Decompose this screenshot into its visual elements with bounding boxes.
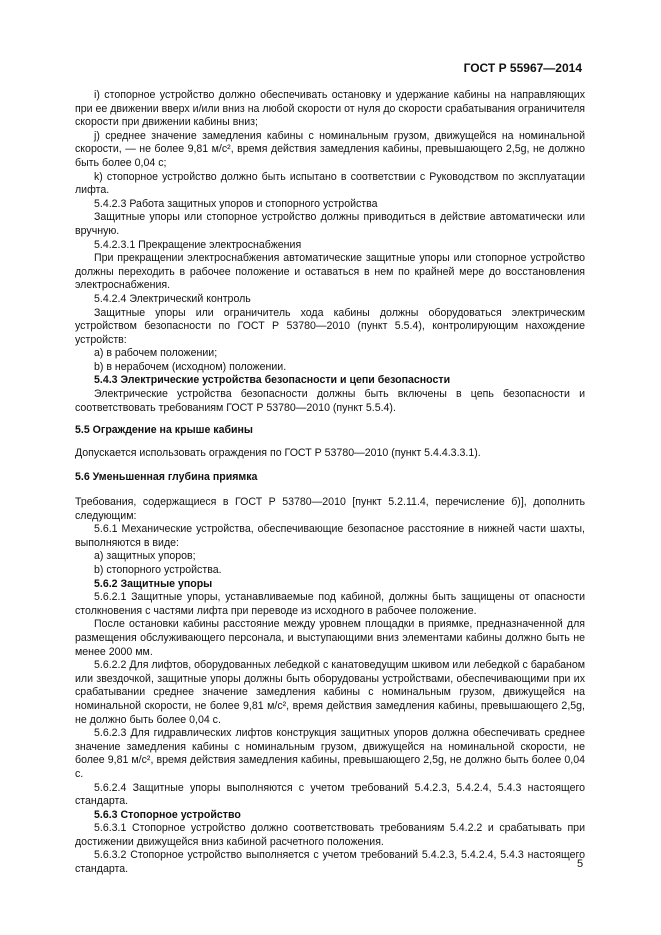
paragraph: 5.6.3.2 Стопорное устройство выполняется с учетом требований 5.4.2.3, 5.4.2.4, 5.4.3 настоящего стандарта.: [75, 849, 585, 876]
paragraph: 5.6.2.3 Для гидравлических лифтов конструкция защитных упоров должна обеспечивать среднее значение замедления кабины с номинальным грузом, движущейся на номинальной скорости, не более 9,81 м/с², время действия замедления кабины, превышающего 2,5g, не должно быть более 0,04 с.: [75, 727, 585, 780]
paragraph: Защитные упоры или стопорное устройство должны приводиться в действие автоматически или вручную.: [75, 211, 585, 237]
paragraph: 5.6.2.1 Защитные упоры, устанавливаемые под кабиной, должны быть защищены от опасности столкновения с частями лифта при переводе из исходного в рабочее положение.: [75, 591, 585, 617]
paragraph: 5.6.2.2 Для лифтов, оборудованных лебедкой с канатоведущим шкивом или лебедкой с барабаном или звездочкой, защитные упоры должны быть оборудованы устройствами, обеспечивающими при их срабатывании среднее значение замедления кабины с номинальным грузом, движущейся на номинальной скорости, не более 9,81 м/с², время действия замедления кабины, превышающего 2,5g, не должно быть более 0,04 с.: [75, 659, 585, 726]
section-heading: 5.6.3 Стопорное устройство: [94, 808, 241, 821]
paragraph: При прекращении электроснабжения автоматические защитные упоры или стопорное устройство должны переходить в рабочее положение и оставаться в нем по крайней мере до восстановления электроснабжения.: [75, 252, 585, 292]
paragraph: 5.6.3.1 Стопорное устройство должно соответствовать требованиям 5.4.2.2 и срабатывать при достижении движущейся вниз кабиной расчетного положения.: [75, 822, 585, 848]
paragraph: 5.6.2.4 Защитные упоры выполняются с учетом требований 5.4.2.3, 5.4.2.4, 5.4.3 настоящего стандарта.: [75, 781, 585, 808]
paragraph: j) среднее значение замедления кабины с номинальным грузом, движущейся на номинальной скорости, — не более 9,81 м/с², время действия замедления кабины, превышающего 2,5g, не должно быть более 0,04 с;: [75, 129, 585, 169]
list-item: a) защитных упоров;: [94, 550, 196, 563]
section-heading: 5.4.2.3.1 Прекращение электроснабжения: [94, 238, 302, 251]
list-item: b) стопорного устройства.: [94, 564, 222, 576]
paragraph: После остановки кабины расстояние между уровнем площадки в приямке, предназначенной для размещения обслуживающего персонала, и выступающими вниз элементами кабины должно быть не менее 2000 мм.: [75, 618, 585, 658]
paragraph: i) стопорное устройство должно обеспечивать остановку и удержание кабины на направляющих при ее движении вверх и/или вниз на любой скорости от нуля до скорости срабатывания ограничителя скорости при движении кабины вниз;: [75, 89, 585, 129]
section-heading: 5.6.2 Защитные упоры: [94, 577, 213, 590]
paragraph: Защитные упоры или ограничитель хода кабины должны оборудоваться электрическим устройством безопасности по ГОСТ Р 53780—2010 (пункт 5.5.4), контролирующим нахождение устройств:: [75, 306, 585, 346]
section-heading: 5.4.2.4 Электрический контроль: [94, 292, 251, 305]
list-item: a) в рабочем положении;: [94, 347, 218, 360]
paragraph: Допускается использовать ограждения по ГОСТ Р 53780—2010 (пункт 5.4.4.3.3.1).: [75, 446, 481, 459]
page-number: 5: [577, 858, 584, 870]
section-heading: 5.5 Ограждение на крыше кабины: [75, 424, 253, 437]
section-heading: 5.4.2.3 Работа защитных упоров и стопорного устройства: [94, 197, 378, 210]
section-heading: 5.4.3 Электрические устройства безопасности и цепи безопасности: [94, 374, 451, 387]
paragraph: 5.6.1 Механические устройства, обеспечивающие безопасное расстояние в нижней части шахты, выполняются в виде:: [75, 523, 585, 549]
paragraph: Требования, содержащиеся в ГОСТ Р 53780—2010 [пункт 5.2.11.4, перечисление б)], дополнить следующим:: [75, 496, 585, 522]
list-item: b) в нерабочем (исходном) положении.: [94, 360, 287, 373]
paragraph: Электрические устройства безопасности должны быть включены в цепь безопасности и соответствовать требованиям ГОСТ Р 53780—2010 (пункт 5.5.4).: [75, 388, 585, 414]
section-heading: 5.6 Уменьшенная глубина приямка: [75, 471, 258, 484]
document-body: [75, 89, 585, 877]
paragraph: k) стопорное устройство должно быть испытано в соответствии с Руководством по эксплуатации лифта.: [75, 170, 585, 197]
document-header: ГОСТ Р 55967—2014: [463, 61, 582, 75]
